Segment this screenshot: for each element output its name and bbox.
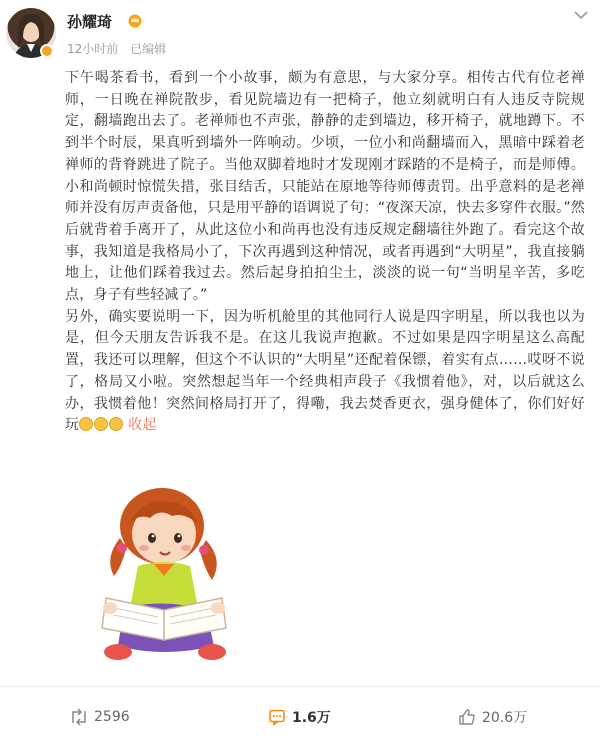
- grin-emoji-icon: [79, 417, 93, 431]
- edited-label: 已编辑: [130, 42, 167, 56]
- post-paragraph-text: 另外，确实要说明一下，因为听机舱里的其他同行人说是四字明星，所以我也以为是，但今天朋友告诉我不是。在这儿我说声抱歉。不过如果是四字明星这么高配置，我还可以理解，但这个不认识的“大明星”还配着保镖，着实有点……哎呀不说了，格局又小啦。突然想起当年一个经典相声段子《我惯着他》，对，以后就这么办，我惯着他！突然间格局打开了，得嘞，我去焚香更衣，强身健体了，你们好好玩: [65, 308, 585, 434]
- post-body: [65, 68, 585, 437]
- comment-icon: [268, 708, 286, 726]
- like-count: 20.6万: [482, 710, 528, 726]
- post-time[interactable]: 12小时前: [67, 42, 119, 56]
- post-meta: [67, 40, 174, 57]
- like-icon: [458, 708, 476, 726]
- grin-emoji-icon: [94, 417, 108, 431]
- reading-girl-illustration: [84, 468, 244, 678]
- comment-count: 1.6万: [292, 710, 331, 726]
- grin-emoji-icon: [109, 417, 123, 431]
- username[interactable]: 孙耀琦: [67, 13, 113, 31]
- post-paragraph-2: [65, 307, 585, 437]
- collapse-link[interactable]: 收起: [128, 417, 157, 434]
- action-bar: [0, 687, 600, 750]
- repost-count: 2596: [94, 709, 130, 725]
- comment-button[interactable]: [268, 705, 331, 729]
- post-header: [0, 0, 600, 66]
- post-paragraph: 下午喝茶看书，看到一个小故事，颇为有意思，与大家分享。相传古代有位老禅师，一日晚在禅院散步，看见院墙边有一把椅子，他立刻就明白有人违反寺院规定，翻墙跑出去了。老禅师也不声张，静静的走到墙边，移开椅子，就地蹲下。不到半个时辰，果真听到墙外一阵响动。少顷，一位小和尚翻墙而入，黑暗中踩着老禅师的背脊跳进了院子。当他双脚着地时才发现刚才踩踏的不是椅子，而是师傅。小和尚顿时惊慌失措，张目结舌，只能站在原地等待师傅责罚。出乎意料的是老禅师并没有厉声责备他，只是用平静的语调说了句：“夜深天凉，快去多穿件衣服。”然后就背着手离开了，从此这位小和尚再也没有违反规定翻墙往外跑了。看完这个故事，我知道是我格局小了，下次再遇到这种情况，或者再遇到“大明星”，我直接躺地上，让他们踩着我过去。然后起身拍拍尘土，淡淡的说一句“当明星辛苦，多吃点，身子有些轻减了。”: [65, 70, 585, 304]
- verified-icon: [40, 44, 54, 58]
- repost-icon: [70, 708, 88, 726]
- chevron-down-icon[interactable]: [571, 8, 591, 22]
- crown-badge-icon: [127, 12, 143, 28]
- repost-button[interactable]: [70, 705, 130, 729]
- like-button[interactable]: [458, 705, 527, 729]
